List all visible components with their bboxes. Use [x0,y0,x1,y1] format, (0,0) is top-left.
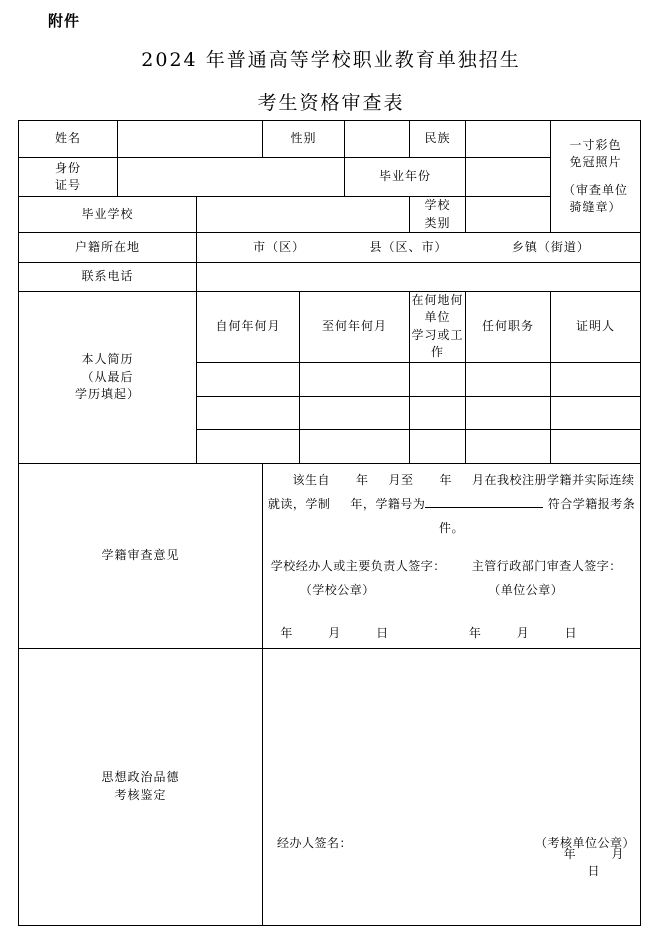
resume-section-label [19,292,197,464]
resume-cell-place[interactable] [410,362,466,396]
phone-value[interactable] [197,263,641,292]
status-signature-row [263,558,640,599]
attachment-label: 附件 [48,12,81,30]
table-row-residence [19,233,641,263]
resume-cell-from[interactable] [197,396,300,429]
school-date-day: 日 [376,626,389,641]
school-signature-block [263,558,452,599]
moral-review-label [19,648,263,925]
resume-col-place [410,292,466,363]
applicant-qualification-form [18,120,641,926]
admin-seal-label: （单位公章） [488,582,564,597]
graduation-school-label: 毕业学校 [19,197,197,233]
graduation-year-label: 毕业年份 [345,158,466,197]
name-label: 姓名 [19,121,118,158]
moral-date-year: 年 [563,846,576,861]
page-title-line2: 考生资格审查表 [257,92,405,114]
status-date-row [263,625,640,642]
residence-label: 户籍所在地 [19,233,197,263]
school-type-value[interactable] [466,197,551,233]
ethnicity-label: 民族 [410,121,466,158]
resume-col-place-line2: 学习或工作 [411,327,464,360]
school-date-year: 年 [280,626,293,641]
gender-label: 性别 [263,121,345,158]
id-number-label-line2: 证号 [55,178,82,192]
admin-date-year: 年 [468,626,481,641]
resume-cell-to[interactable] [300,362,410,396]
table-row-name [19,121,641,158]
phone-label: 联系电话 [19,263,197,292]
resume-cell-witness[interactable] [551,362,641,396]
page-title-line1: 2024 年普通高等学校职业教育单独招生 [141,49,521,71]
name-value[interactable] [118,121,263,158]
resume-cell-to[interactable] [300,396,410,429]
admin-date[interactable] [452,625,641,642]
school-signature-label: 学校经办人或主要负责人签字： [270,559,446,574]
residence-county-label: 县（区、市） [369,239,448,254]
school-type-label-line2: 类别 [424,215,451,230]
resume-cell-place[interactable] [410,429,466,463]
moral-label-line2: 考核鉴定 [114,787,167,802]
status-text-1: 该生自 [292,473,330,488]
school-date[interactable] [263,625,452,642]
table-row-id-number [19,158,641,197]
moral-review-body[interactable] [263,648,641,925]
residence-town-label: 乡镇（街道） [511,239,590,254]
resume-label-line3: 学历填起） [75,386,141,401]
status-review-statement [263,468,640,540]
status-text-4: 年 [439,473,453,488]
moral-handler-signature-label: 经办人签名： [277,836,353,851]
residence-value[interactable] [197,233,641,263]
moral-review-row [19,648,641,925]
photo-line1: 一寸彩色 [569,137,622,152]
moral-date-month: 月 [611,846,624,861]
table-row-phone [19,263,641,292]
status-review-body[interactable] [263,463,641,648]
status-text-7: 符合学籍报考条件。 [439,497,636,536]
school-seal-label: （学校公章） [299,582,375,597]
id-number-value[interactable] [118,158,345,197]
school-date-month: 月 [328,626,341,641]
resume-cell-witness[interactable] [551,429,641,463]
gender-value[interactable] [345,121,410,158]
resume-col-position: 任何职务 [466,292,551,363]
status-text-2: 年 [356,473,369,488]
admin-signature-block [452,558,641,599]
status-blank-student-id[interactable] [425,507,543,508]
resume-cell-to[interactable] [300,429,410,463]
moral-date-day: 日 [587,864,600,879]
resume-col-witness: 证明人 [551,292,641,363]
photo-line4: 骑缝章） [569,199,622,214]
resume-cell-witness[interactable] [551,396,641,429]
status-review-label: 学籍审查意见 [19,463,263,648]
status-text-5: 月在我校注册学籍并实际连续就读，学制 [267,473,635,512]
id-number-label-line1: 身份 [55,160,82,175]
admin-date-month: 月 [516,626,529,641]
admin-signature-label: 主管行政部门审查人签字： [471,559,622,574]
table-row-graduation-school [19,197,641,233]
resume-cell-position[interactable] [466,362,551,396]
resume-cell-from[interactable] [197,429,300,463]
resume-col-to: 至何年何月 [300,292,410,363]
residence-city-label: 市（区） [253,239,306,254]
resume-cell-place[interactable] [410,396,466,429]
moral-date[interactable] [547,846,640,881]
ethnicity-value[interactable] [466,121,551,158]
moral-label-line1: 思想政治品德 [101,770,180,785]
resume-cell-from[interactable] [197,362,300,396]
school-type-label-line1: 学校 [424,198,451,213]
resume-header-row [19,292,641,363]
resume-col-place-line1: 在何地何单位 [411,293,464,325]
resume-label-line2: （从最后 [81,369,134,384]
photo-line2: 免冠照片 [569,155,622,170]
status-text-6: 年，学籍号为 [350,497,426,512]
moral-seal-label: （考核单位公章） [535,836,636,851]
graduation-school-value[interactable] [197,197,410,233]
school-type-label [410,197,466,233]
status-review-row [19,463,641,648]
resume-cell-position[interactable] [466,429,551,463]
residence-parts [197,239,640,256]
photo-line3: （审查单位 [563,182,629,197]
resume-label-line1: 本人简历 [81,352,134,367]
admin-date-day: 日 [564,626,577,641]
resume-col-from: 自何年何月 [197,292,300,363]
id-number-label [19,158,118,197]
status-text-3: 月至 [388,473,414,488]
resume-cell-position[interactable] [466,396,551,429]
